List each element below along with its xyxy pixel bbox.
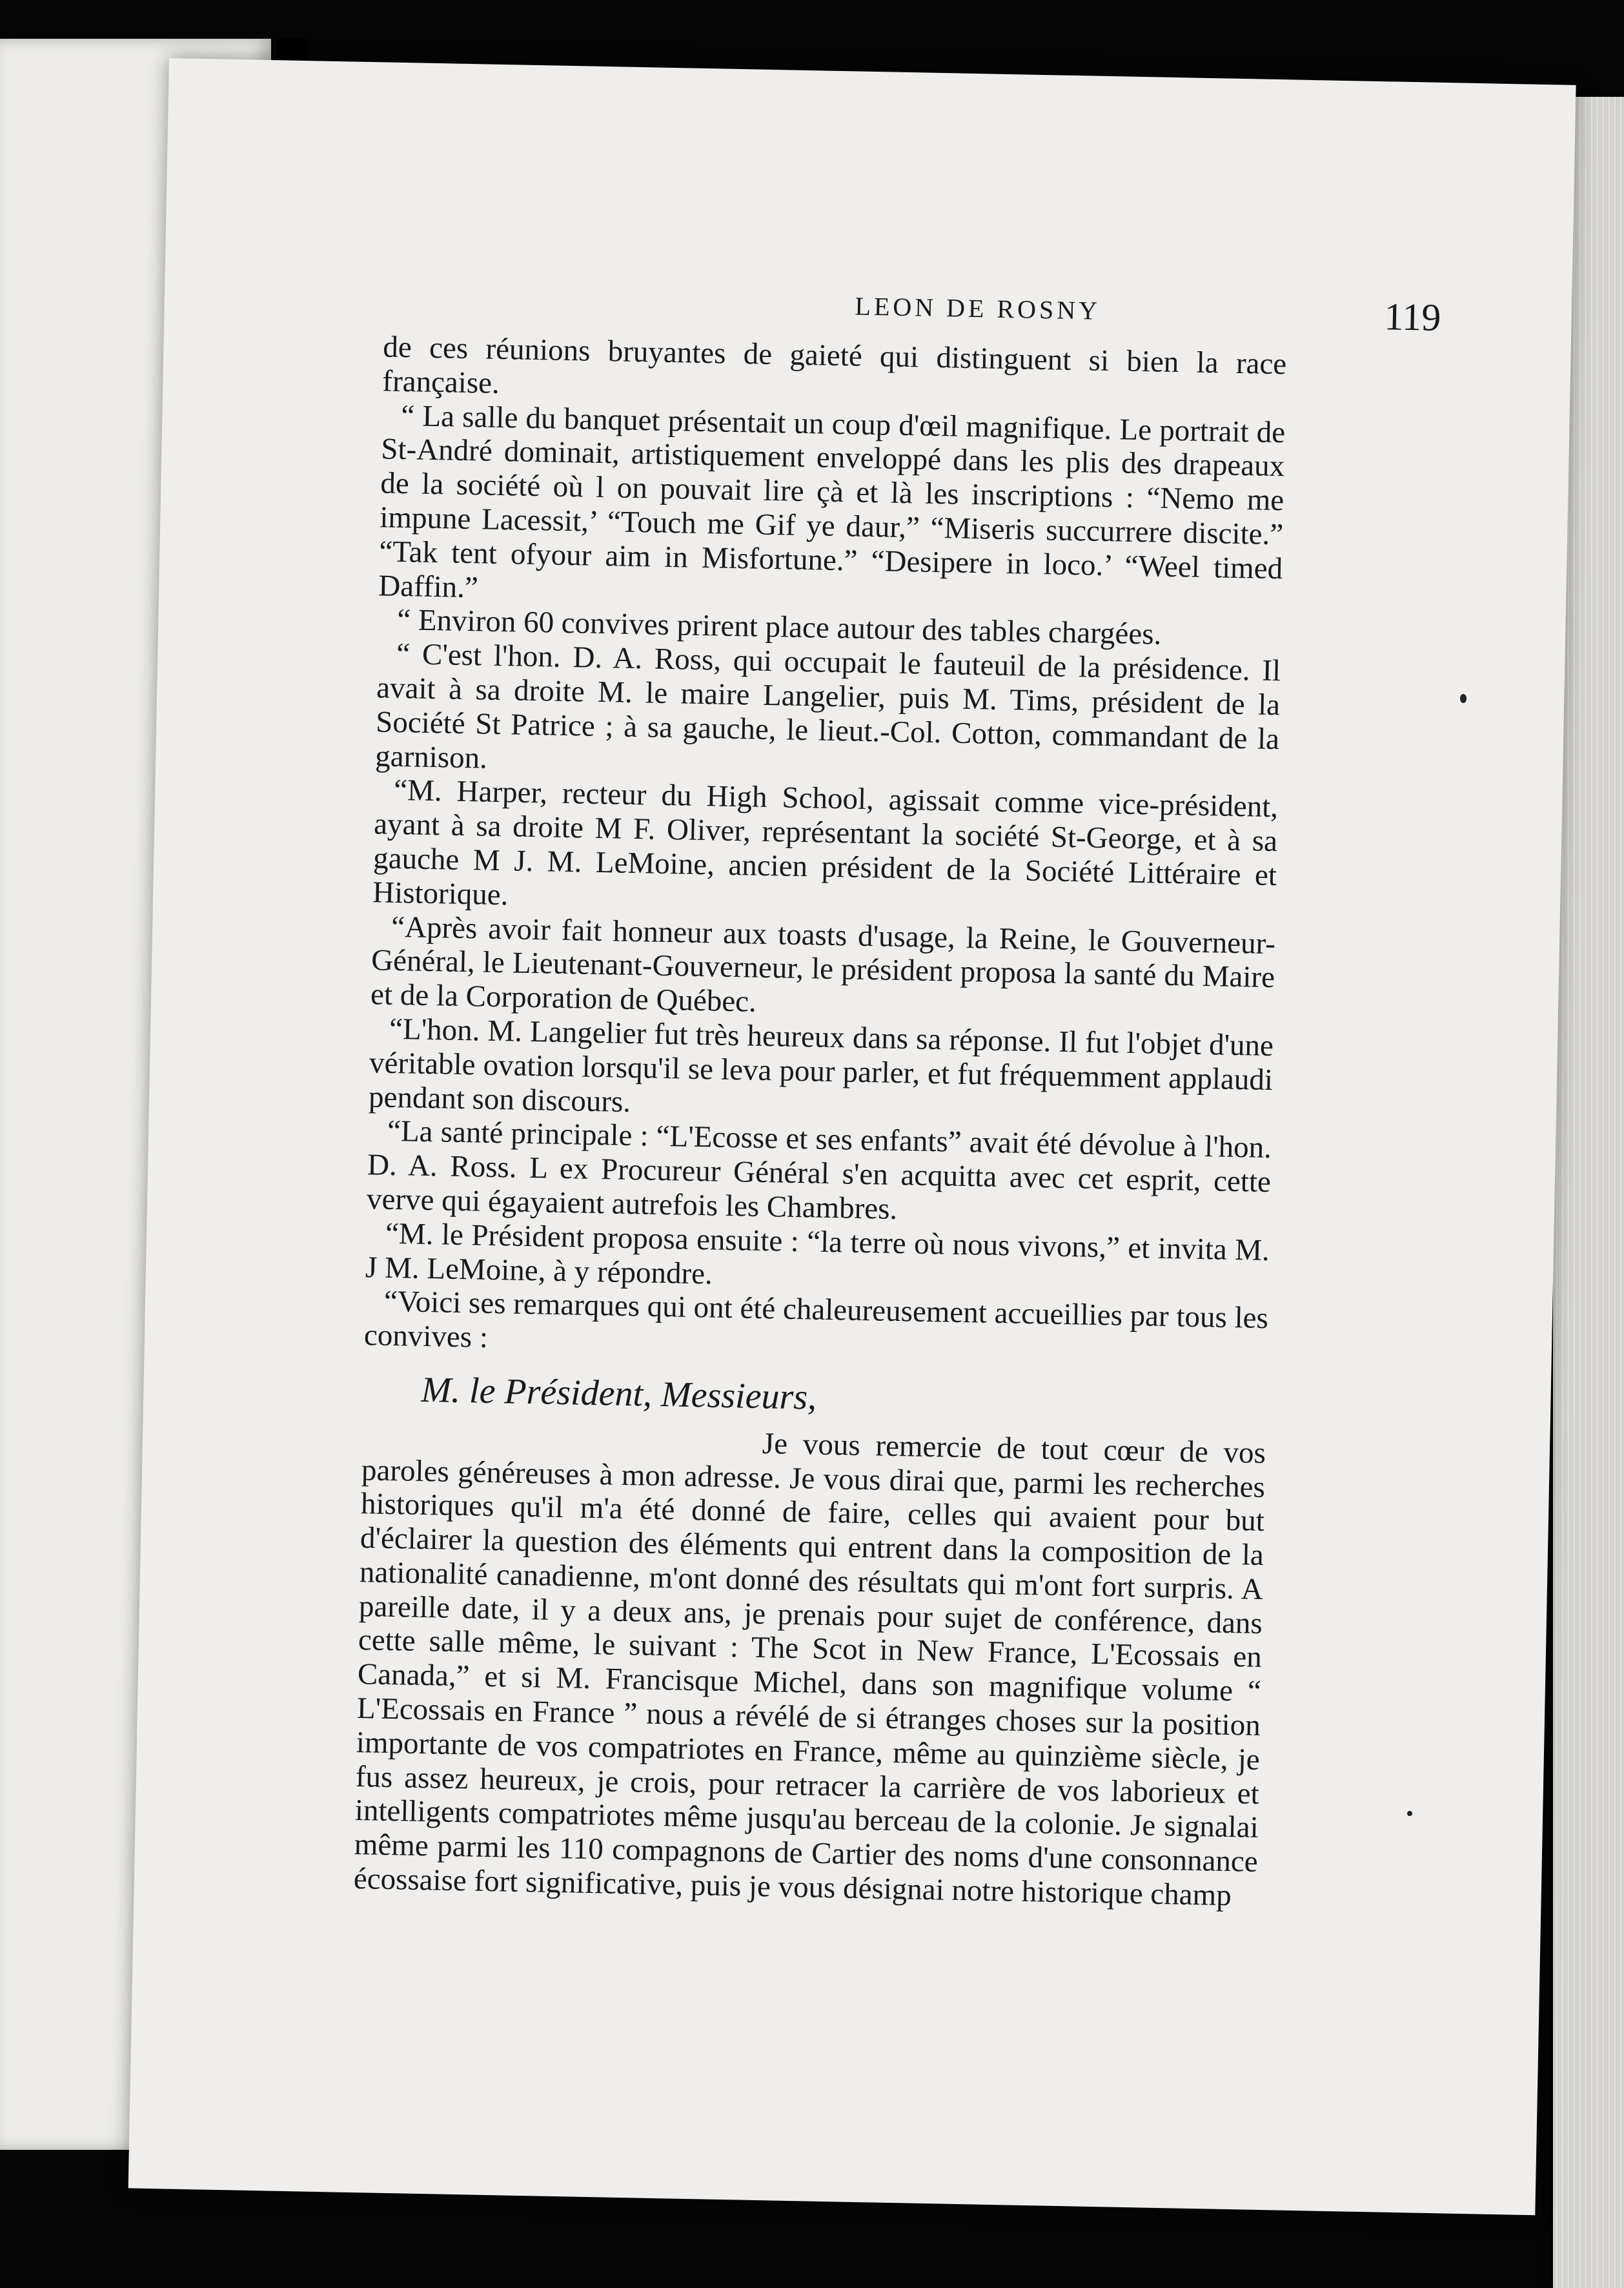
running-head: LEON DE ROSNY — [855, 291, 1101, 325]
paragraph: “La santé principale : “L'Ecosse et ses enfants” avait été dévolue à l'hon. D. A. Ross. L ex Procureur Général s'en acquitta avec cet esprit, cette verve qui égayaient autrefois les Chambres. — [366, 1114, 1272, 1226]
paragraph: “ Environ 60 convives prirent place autour des tables chargées. — [396, 603, 1162, 652]
paragraph: de ces réunions bruyantes de gaieté qui distinguent si bien la race française. — [381, 330, 1287, 400]
paragraph: “M. le Président proposa ensuite : “la terre où nous vivons,” et invita M. J M. LeMoine, à y répondre. — [365, 1216, 1270, 1291]
paragraph: “ La salle du banquet présentait un coup d'œil magnifique. Le portrait de St-André dominait, artistiquement enveloppé dans les plis des drapeaux de la société où l on pouvait lire çà et là les inscriptions : “Nemo me impune Lacessit,’ “Touch me Gif ye daur,” “Miseris succurrere discite.” “Tak tent ofyour aim in Misfortune.” “Desipere in loco.’ “Weel timed Daffin.” — [378, 398, 1286, 604]
page-number: 119 — [1384, 295, 1442, 339]
salutation: M. le Président, Messieurs, — [420, 1369, 817, 1418]
paragraph: “Après avoir fait honneur aux toasts d'usage, la Reine, le Gouverneur-Général, le Lieutenant-Gouverneur, le président proposa la santé du Maire et de la Corporation de Québec. — [370, 910, 1276, 1019]
letter-paragraph: Je vous remercie de tout cœur de vos paroles généreuses à mon adresse. Je vous dirai que, parmi les recherches historiques qu'il m'a été donné de faire, celles qui avaient pour but d'éclairer la question des éléments qui entrent dans la composition de la nationalité canadienne, m'ont donné des résultats qui m'ont fort surpris. A pareille date, il y a deux ans, je prenais pour sujet de conférence, dans cette salle même, le suivant : The Scot in New France, L'Ecossais en Canada,” et si M. Francisque Michel, dans son magnifique volume “ L'Ecossais en France ” nous a révélé de si étranges choses sur la position importante de vos compatriotes en France, même au quinzième siècle, je fus assez heureux, je crois, pour retracer la carrière de vos laborieux et intelligents compatriotes même jusqu'au berceau de la colonie. Je signalai même parmi les 110 compagnons de Cartier des noms d'une consonnance écossaise fort significative, puis je vous désignai notre historique champ — [353, 1426, 1266, 1913]
main-page — [128, 58, 1576, 2215]
paragraph: “Voici ses remarques qui ont été chaleureusement accueillies par tous les convives : — [363, 1285, 1269, 1354]
paper-speck — [1407, 1811, 1412, 1816]
paragraph: “ C'est l'hon. D. A. Ross, qui occupait le fauteuil de la présidence. Il avait à sa droite M. le maire Langelier, puis M. Tims, président de la Société St Patrice ; à sa gauche, le lieut.-Col. Cotton, commandant de la garnison. — [374, 637, 1281, 775]
body-text — [353, 330, 1286, 1913]
paragraph: “L'hon. M. Langelier fut très heureux dans sa réponse. Il fut l'objet d'une véritable ovation lorsqu'il se leva pour parler, et fut fréquemment applaudi pendant son discours. — [368, 1012, 1274, 1119]
paragraph: “M. Harper, recteur du High School, agissait comme vice-président, ayant à sa droite M F. Oliver, représentant la société St-George, et à sa gauche M J. M. LeMoine, ancien président de la Société Littéraire et Historique. — [372, 773, 1279, 912]
paper-speck — [1460, 694, 1467, 703]
